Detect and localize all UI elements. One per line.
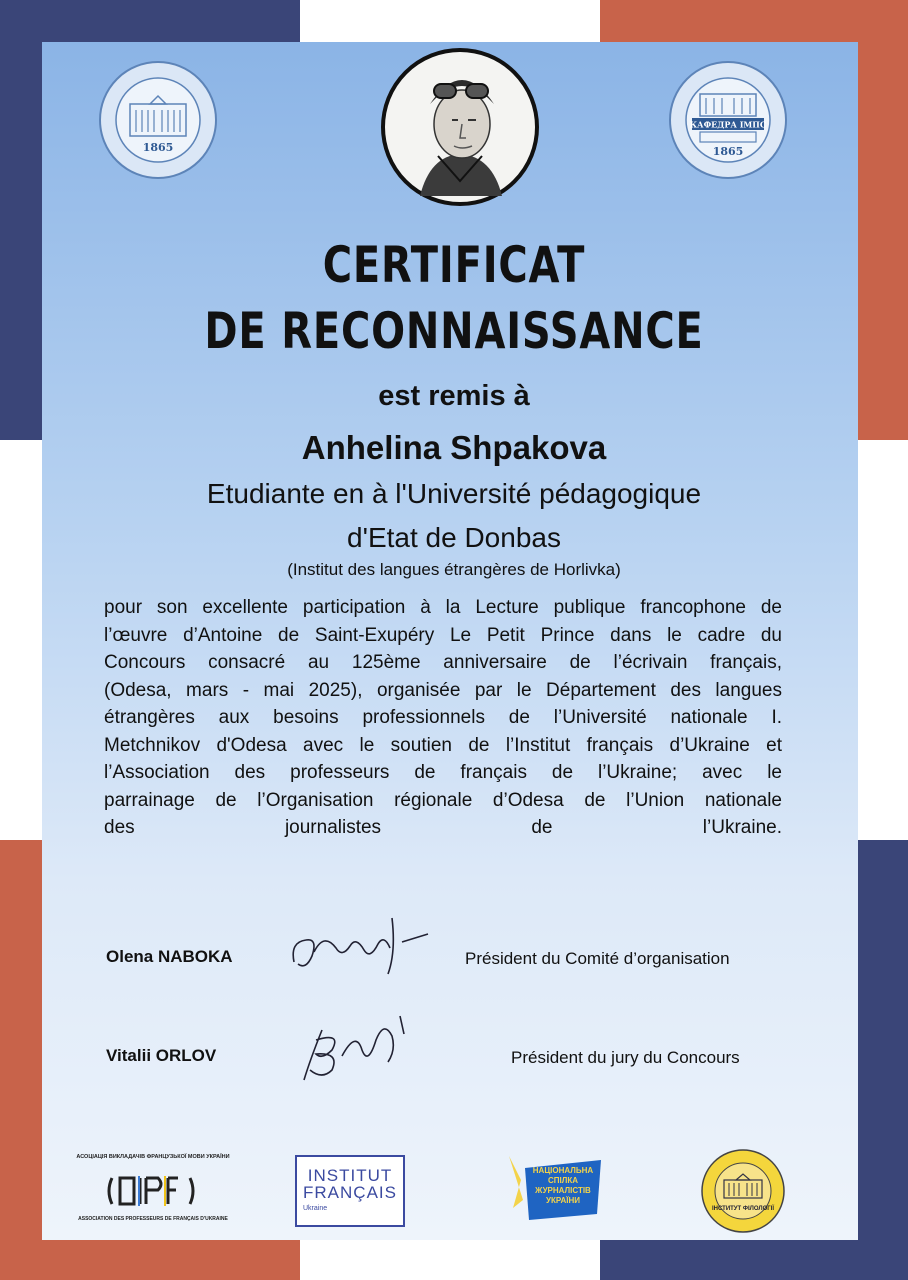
body-line: des journalistes de l’Ukraine. — [104, 817, 782, 838]
journalists-union-logo — [505, 1150, 605, 1224]
band-right-navy — [858, 840, 908, 1280]
band-top-left-navy — [0, 0, 300, 42]
philology-institute-logo — [700, 1148, 786, 1234]
band-bottom-left-red — [0, 1240, 300, 1280]
band-right-red — [858, 0, 908, 440]
apfu-bottom-text: ASSOCIATION DES PROFESSEURS DE FRANÇAIS D'UKRAINE — [78, 1216, 228, 1222]
institution-line1: Etudiante en à l'Université pédagogique — [206, 478, 702, 509]
university-seal-right — [668, 60, 788, 180]
signatory-name-2: Vitalii ORLOV — [106, 1046, 217, 1065]
institution-line2: d'Etat de Donbas — [347, 522, 561, 553]
journalists-text: НАЦІОНАЛЬНА СПІЛКА ЖУРНАЛІСТІВ УКРАЇНИ — [532, 1166, 594, 1205]
body-line: l’œuvre d’Antoine de Saint-Exupéry Le Petit Prince dans le cadre du — [104, 624, 782, 646]
university-seal-left — [98, 60, 218, 180]
band-left-navy — [0, 0, 42, 440]
institut-line2: FRANÇAIS — [303, 1183, 397, 1202]
body-line: l’Association des professeurs de français de l’Ukraine; avec le — [104, 762, 782, 783]
band-bottom-right-navy — [600, 1240, 908, 1280]
body-line: étrangères aux besoins professionnels de l’Université nationale I. — [104, 707, 782, 728]
institution-note: (Institut des langues étrangères de Horlivka) — [287, 560, 621, 579]
apfu-top-text: АСОЦІАЦІЯ ВИКЛАДАЧІВ ФРАНЦУЗЬКОЇ МОВИ УКРАЇНИ — [76, 1154, 230, 1160]
signature-1 — [284, 912, 434, 982]
signature-2 — [292, 1010, 412, 1086]
certificate-title-line2: DE RECONNAISSANCE — [204, 302, 704, 360]
signatory-role-2: Président du jury du Concours — [511, 1048, 740, 1067]
recipient-name: Anhelina Shpakova — [301, 429, 607, 466]
philology-text: ІНСТИТУТ ФІЛОЛОГІЇ — [711, 1206, 775, 1212]
institut-line1: INSTITUT — [307, 1166, 393, 1185]
seal-year-right: 1865 — [712, 145, 744, 158]
institut-country: Ukraine — [303, 1205, 328, 1212]
body-line: pour son excellente participation à la Lecture publique francophone de — [104, 597, 782, 618]
seal-banner-right: КАФЕДРА ІМПС — [689, 119, 767, 130]
certificate-title-line1: CERTIFICAT — [322, 236, 586, 294]
body-line: Concours consacré au 125ème anniversaire de l’écrivain français, — [104, 652, 782, 673]
band-left-red — [0, 840, 42, 1280]
body-paragraph — [104, 594, 782, 842]
body-line: (Odesa, mars - mai 2025), organisée par le Département des langues — [104, 679, 782, 701]
seal-year-left: 1865 — [142, 141, 174, 154]
aviator-portrait — [380, 46, 540, 208]
institut-francais-logo — [295, 1155, 405, 1227]
apfu-logo — [76, 1148, 230, 1234]
signatory-role-1: Président du Comité d’organisation — [465, 949, 730, 968]
body-line: Metchnikov d'Odesa avec le soutien de l’Institut français d’Ukraine et — [104, 734, 782, 756]
signatory-name-1: Olena NABOKA — [106, 947, 233, 966]
awarded-to-label: est remis à — [378, 380, 530, 412]
body-line: parrainage de l’Organisation régionale d’Odesa de l’Union nationale — [104, 789, 782, 811]
